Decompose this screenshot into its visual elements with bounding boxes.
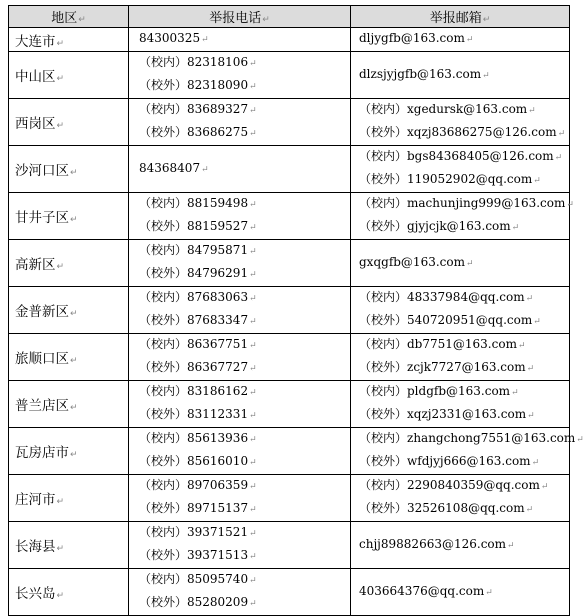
email-address: dlzsjyjgfb@163.com	[359, 66, 482, 81]
phone-number: （校外）39371513	[139, 548, 249, 562]
phone-number: （校外）89715137	[139, 501, 249, 515]
phone-number: （校内）86367751	[139, 337, 249, 351]
phone-cell: （校内）88159498↵ （校外）88159527↵	[129, 193, 351, 240]
email-address: （校内）2290840359@qq.com	[359, 478, 540, 492]
area-cell: 高新区↵	[9, 240, 129, 287]
table-row	[9, 287, 570, 334]
area-cell: 普兰店区↵	[9, 381, 129, 428]
email-address: gxqgfb@163.com	[359, 254, 465, 269]
phone-cell: 84368407↵	[129, 146, 351, 193]
phone-number: 84368407	[139, 160, 201, 175]
table-row	[9, 28, 570, 52]
email-address: （校外）540720951@qq.com	[359, 313, 533, 327]
email-cell: chjj89882663@126.com↵	[351, 522, 570, 569]
email-address: （校内）db7751@163.com	[359, 337, 517, 351]
area-cell: 西岗区↵	[9, 99, 129, 146]
table-row	[9, 193, 570, 240]
phone-number: （校内）88159498	[139, 196, 249, 210]
phone-number: （校外）86367727	[139, 360, 249, 374]
table-body	[9, 28, 584, 616]
email-cell: （校内）zhangchong7551@163.com↵ （校外）wfdjyj666@163.com↵	[351, 428, 570, 475]
phone-cell: 84300325↵	[129, 28, 351, 52]
phone-number: （校内）83689327	[139, 102, 249, 116]
phone-number: （校内）85613936	[139, 431, 249, 445]
email-address: （校外）119052902@qq.com	[359, 172, 533, 186]
phone-number: （校外）88159527	[139, 219, 249, 233]
phone-number: 84300325	[139, 31, 201, 45]
email-address: （校外）wfdjyj666@163.com	[359, 454, 531, 468]
email-address: （校内）machunjing999@163.com	[359, 196, 566, 210]
phone-number: （校内）39371521	[139, 525, 249, 539]
area-cell: 瓦房店市↵	[9, 428, 129, 475]
email-address: （校外）gjyjcjk@163.com	[359, 219, 511, 233]
table-row	[9, 381, 570, 428]
email-address: （校内）bgs84368405@126.com	[359, 149, 554, 163]
email-address: （校外）xqzj2331@163.com	[359, 407, 527, 421]
phone-cell: （校内）86367751↵ （校外）86367727↵	[129, 334, 351, 381]
header-email: 举报邮箱↵	[351, 6, 570, 28]
email-cell: dljygfb@163.com↵	[351, 28, 570, 52]
phone-cell: （校内）84795871↵ （校外）84796291↵	[129, 240, 351, 287]
email-cell: 403664376@qq.com↵	[351, 569, 570, 616]
area-cell: 甘井子区↵	[9, 193, 129, 240]
phone-number: （校内）83186162	[139, 384, 249, 398]
email-address: （校内）48337984@qq.com	[359, 290, 525, 304]
phone-cell: （校内）87683063↵ （校外）87683347↵	[129, 287, 351, 334]
header-area: 地区↵	[9, 6, 129, 28]
phone-number: （校外）87683347	[139, 313, 249, 327]
table-row	[9, 569, 570, 616]
phone-cell: （校内）85095740↵ （校外）85280209↵	[129, 569, 351, 616]
email-cell: （校内）bgs84368405@126.com↵ （校外）119052902@qq.com↵	[351, 146, 570, 193]
phone-number: （校内）82318106	[139, 55, 249, 69]
area-cell: 旅顺口区↵	[9, 334, 129, 381]
phone-number: （校外）82318090	[139, 78, 249, 92]
table-header-row	[9, 6, 570, 28]
email-cell: （校内）pldgfb@163.com↵ （校外）xqzj2331@163.com↵	[351, 381, 570, 428]
area-cell: 大连市↵	[9, 28, 129, 52]
phone-number: （校外）85280209	[139, 595, 249, 609]
phone-number: （校外）85616010	[139, 454, 249, 468]
table-row	[9, 240, 570, 287]
email-address: （校内）pldgfb@163.com	[359, 384, 511, 398]
phone-number: （校内）84795871	[139, 243, 249, 257]
email-cell: （校内）48337984@qq.com↵ （校外）540720951@qq.com↵	[351, 287, 570, 334]
area-cell: 长海县↵	[9, 522, 129, 569]
area-cell: 沙河口区↵	[9, 146, 129, 193]
table-row	[9, 475, 570, 522]
table-row	[9, 99, 570, 146]
table-row	[9, 52, 570, 99]
table-row	[9, 428, 570, 475]
phone-cell: （校内）85613936↵ （校外）85616010↵	[129, 428, 351, 475]
phone-cell: （校内）89706359↵ （校外）89715137↵	[129, 475, 351, 522]
phone-number: （校内）89706359	[139, 478, 249, 492]
email-address: 403664376@qq.com	[359, 583, 485, 598]
email-address: dljygfb@163.com	[359, 31, 465, 45]
phone-number: （校内）85095740	[139, 572, 249, 586]
email-address: chjj89882663@126.com	[359, 536, 507, 551]
email-address: （校内）zhangchong7551@163.com	[359, 431, 576, 445]
email-cell: gxqgfb@163.com↵	[351, 240, 570, 287]
phone-number: （校外）83686275	[139, 125, 249, 139]
phone-cell: （校内）39371521↵ （校外）39371513↵	[129, 522, 351, 569]
area-cell: 中山区↵	[9, 52, 129, 99]
area-cell: 庄河市↵	[9, 475, 129, 522]
table-row	[9, 146, 570, 193]
phone-number: （校内）87683063	[139, 290, 249, 304]
phone-number: （校外）83112331	[139, 407, 249, 421]
table-row	[9, 334, 570, 381]
email-cell: （校内）2290840359@qq.com↵ （校外）32526108@qq.com↵	[351, 475, 570, 522]
email-address: （校外）xqzj83686275@126.com	[359, 125, 557, 139]
email-address: （校外）zcjk7727@163.com	[359, 360, 526, 374]
email-address: （校内）xgedursk@163.com	[359, 102, 528, 116]
phone-number: （校外）84796291	[139, 266, 249, 280]
area-cell: 金普新区↵	[9, 287, 129, 334]
email-cell: （校内）machunjing999@163.com↵ （校外）gjyjcjk@163.com↵	[351, 193, 570, 240]
email-address: （校外）32526108@qq.com	[359, 501, 525, 515]
phone-cell: （校内）83186162↵ （校外）83112331↵	[129, 381, 351, 428]
report-contact-table	[8, 5, 584, 616]
area-cell: 长兴岛↵	[9, 569, 129, 616]
phone-cell: （校内）82318106↵ （校外）82318090↵	[129, 52, 351, 99]
email-cell: （校内）db7751@163.com↵ （校外）zcjk7727@163.com↵	[351, 334, 570, 381]
email-cell: （校内）xgedursk@163.com↵ （校外）xqzj83686275@126.com↵	[351, 99, 570, 146]
phone-cell: （校内）83689327↵ （校外）83686275↵	[129, 99, 351, 146]
table-row	[9, 522, 570, 569]
email-cell: dlzsjyjgfb@163.com↵	[351, 52, 570, 99]
header-phone: 举报电话↵	[129, 6, 351, 28]
